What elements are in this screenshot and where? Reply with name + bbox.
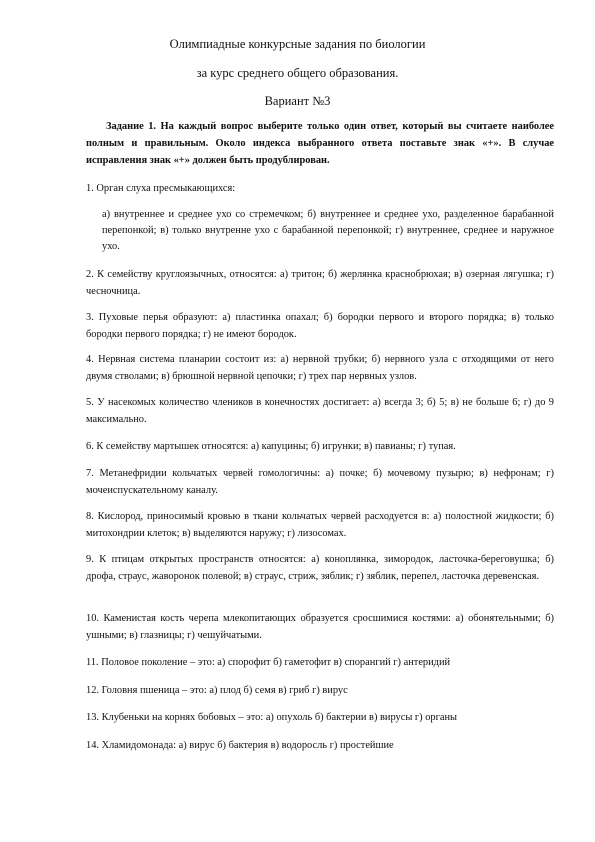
question-12: 12. Головня пшеница – это: а) плод б) семя в) гриб г) вирус (86, 685, 348, 696)
question-14: 14. Хламидомонада: а) вирус б) бактерия в) водоросль г) простейшие (86, 740, 394, 751)
question-9: 9. К птицам открытых пространств относятся: а) коноплянка, зимородок, ласточка-береговушка; б) дрофа, страус, жаворонок полевой; в) страус, стриж, зяблик; г) зяблик, перепел, ласточка деревенская. (86, 554, 554, 582)
document-title: Олимпиадные конкурсные задания по биологии (169, 37, 426, 51)
question-4: 4. Нервная система планарии состоит из: а) нервной трубки; б) нервного узла с отходящими от него двумя стволами; в) брюшной нервной цепочки; г) трех пар нервных узлов. (86, 354, 554, 382)
question-10: 10. Каменистая кость черепа млекопитающих образуется сросшимися костями: а) обонятельными; б) ушными; в) глазницы; г) чешуйчатыми. (86, 613, 554, 641)
question-5: 5. У насекомых количество члеников в конечностях достигает: а) всегда 3; б) 5; в) не больше 6; г) до 9 максимально. (86, 397, 554, 425)
question-13: 13. Клубеньки на корнях бобовых – это: а) опухоль б) бактерии в) вирусы г) органы (86, 712, 458, 723)
variant-label: Вариант №3 (264, 94, 331, 108)
question-7: 7. Метанефридии кольчатых червей гомологичны: а) почке; б) мочевому пузырю; в) нефронам; г) мочеиспускательному каналу. (86, 468, 554, 496)
question-11: 11. Половое поколение – это: а) спорофит б) гаметофит в) спорангий г) антеридий (86, 657, 451, 668)
document-subtitle: за курс среднего общего образования. (196, 66, 399, 80)
question-1-options: а) внутреннее и среднее ухо со стремечком; б) внутреннее и среднее ухо, разделенное барабанной перепонкой; в) только внутренне ухо с барабанной перепонкой; г) внутреннее, среднее и наружное ухо. (102, 209, 554, 252)
question-3: 3. Пуховые перья образуют: а) пластинка опахал; б) бородки первого и второго порядка; в) только бородки первого порядка; г) не имеют бородок. (86, 312, 554, 340)
question-1: 1. Орган слуха пресмыкающихся: (86, 183, 236, 194)
question-2: 2. К семейству круглоязычных, относятся: а) тритон; б) жерлянка краснобрюхая; в) озерная лягушка; г) чесночница. (86, 269, 554, 297)
question-8: 8. Кислород, приносимый кровью в ткани кольчатых червей расходуется в: а) полостной жидкости; б) митохондрии клеток; в) выделяются наружу; г) лизосомах. (86, 511, 554, 539)
task-instructions: Задание 1. На каждый вопрос выберите только один ответ, который вы считаете наиболее полным и правильным. Около индекса выбранного ответа поставьте знак «+». В случае исправления знак «+» должен быть продублирован. (86, 121, 554, 166)
question-6: 6. К семейству мартышек относятся: а) капуцины; б) игрунки; в) павианы; г) тупая. (86, 441, 456, 452)
